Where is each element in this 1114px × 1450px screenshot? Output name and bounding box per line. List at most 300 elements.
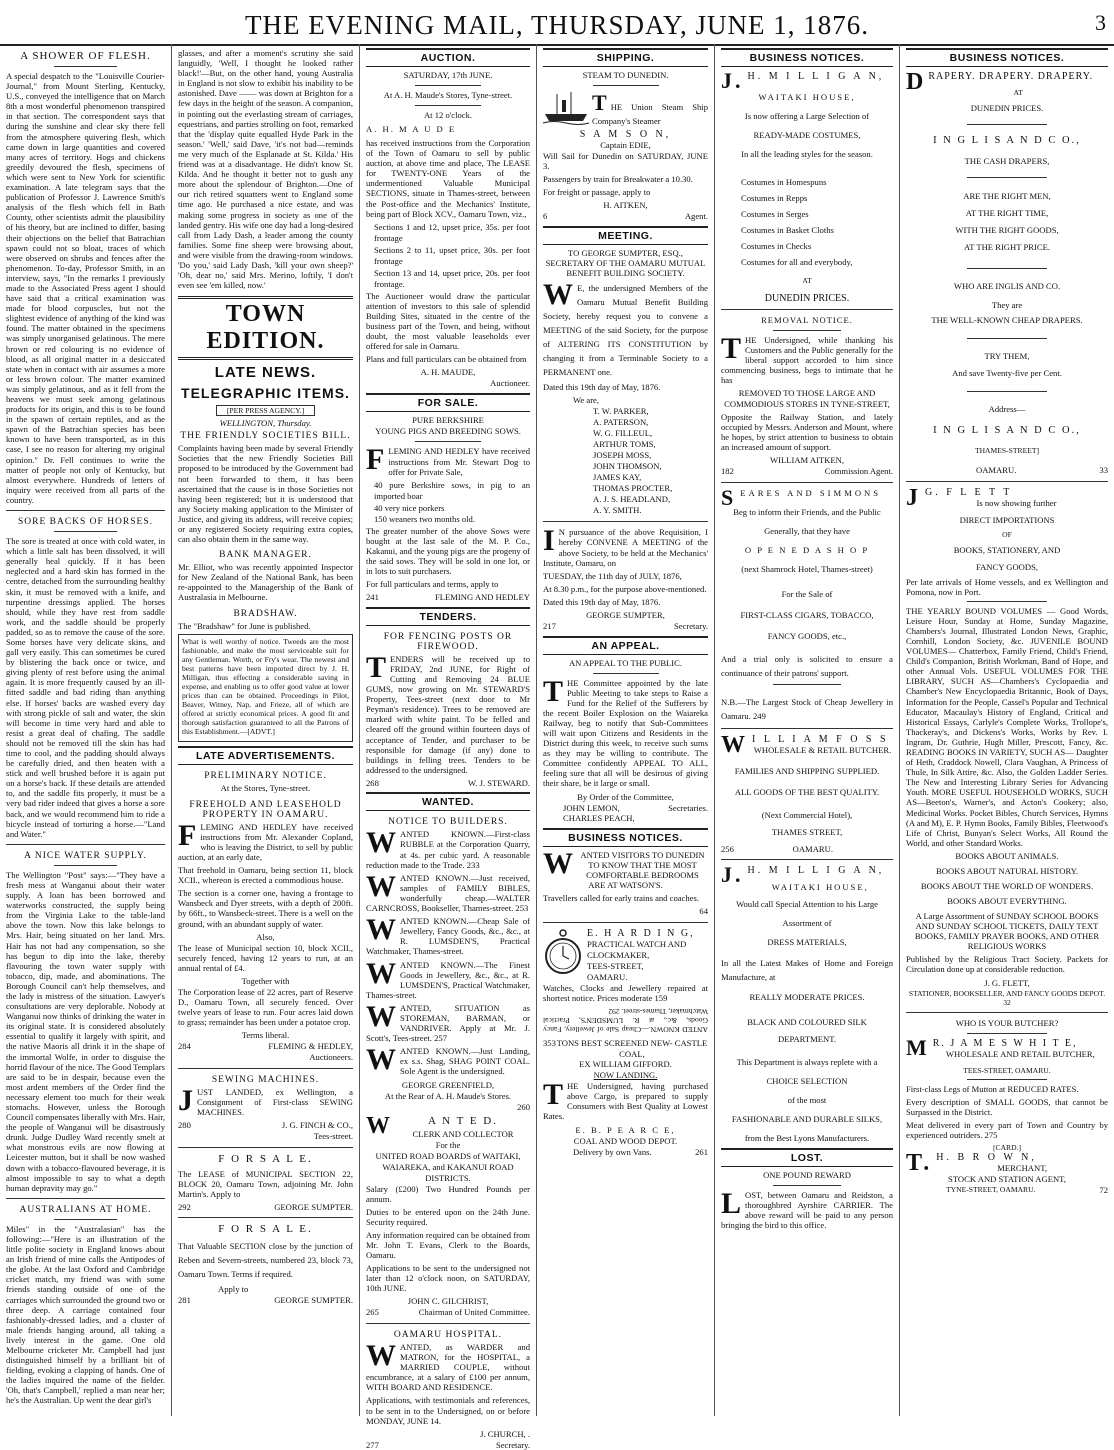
ad-number: 6 (543, 211, 548, 222)
ad-text: WHO ARE INGLIS AND CO. (953, 281, 1061, 291)
signatory: A. J. S. HEADLAND, (593, 494, 671, 505)
ad-text: DUNEDIN PRICES. (764, 293, 850, 304)
divider (773, 330, 842, 331)
ad-signer: W. J. STEWARD. (468, 777, 530, 788)
ad-text: Every description of SMALL GOODS, that cannot be Surpassed in the District. (906, 1096, 1108, 1117)
drop-cap: W (366, 999, 396, 1033)
article-title: AUSTRALIANS AT HOME. (19, 1204, 152, 1215)
ad-number: 33 (1099, 465, 1108, 475)
ad-text: LEMING AND HEDLEY have received instructions from Mr. Alexander Copland, who is leaving the District, to sell by public auction, at an early date, (178, 821, 353, 862)
list-item: Costumes in Checks (741, 241, 812, 251)
ad-subtitle: At A. H. Maude's Stores, Tyne-street. (383, 90, 513, 100)
ad-text: Also, (256, 931, 275, 942)
ad-text: of the most (787, 1095, 827, 1106)
advertiser-name: E. H A R D I N G, (587, 928, 695, 939)
ad-text: That freehold in Oamaru, being section 11, block XCII., whereon is erected a commodious house. (178, 865, 353, 886)
ad-text: Watches, Clocks and Jewellery repaired at shortest notice. Prices moderate (543, 983, 708, 1004)
ad-text: BOOKS ABOUT THE WORLD OF WONDERS. (920, 880, 1094, 891)
ad-text: FAMILIES AND SHIPPING SUPPLIED. (734, 765, 880, 776)
drop-cap: F (178, 818, 197, 852)
signatory: A. Y. SMITH. (593, 505, 642, 516)
ad-text: MERCHANT, (997, 1162, 1047, 1173)
ad-text: Passengers by train for Breakwater a 10.30. (543, 174, 693, 185)
ad-title: SEWING MACHINES. (211, 1074, 320, 1085)
ad-number: 284 (178, 1041, 191, 1052)
ad-subtitle: WAITAKI HOUSE, (771, 882, 869, 893)
ad-signer: J. G. FLETT, (984, 977, 1030, 988)
ad-number: 260 (517, 1101, 530, 1112)
drop-cap: F (366, 443, 385, 477)
ad-text: THE WELL-KNOWN CHEAP DRAPERS. (931, 315, 1083, 325)
drop-cap: W (543, 278, 573, 312)
ad-signer: J. G. FINCH & CO., (281, 1120, 353, 1131)
ad-number: 249 (752, 710, 766, 721)
divider (967, 124, 1048, 125)
ad-text: Would call Special Attention to his Large (736, 899, 878, 910)
steamship-icon (543, 90, 589, 124)
ad-text: OF (1002, 529, 1012, 539)
ad-signer: GEORGE SUMPTER. (274, 1295, 353, 1306)
drop-cap: T (366, 650, 387, 684)
ad-text: HE Undersigned, having purchased above Cargo, is prepared to supply Consumers with Best Quality at Lowest Rates. (543, 1081, 708, 1122)
drop-cap: S (721, 484, 737, 510)
advertorial-box (178, 634, 353, 742)
ad-title: OAMARU HOSPITAL. (393, 1329, 503, 1340)
section-header-meeting: MEETING. (543, 226, 708, 245)
ad-text: Applications, with testimonials and references, to be sent in to the Undersigned, on or before MONDAY, JUNE 14. (366, 1395, 530, 1426)
ad-text: THAMES-STREET] (974, 446, 1040, 455)
section-header-tenders: TENDERS. (366, 607, 530, 626)
divider (967, 1079, 1048, 1080)
article-title: SORE BACKS OF HORSES. (17, 517, 154, 528)
ad-text: READY-MADE COSTUMES, (753, 130, 861, 140)
ad-text: Dated this 19th day of May, 1876. (543, 596, 661, 607)
ad-text: AT THE RIGHT PRICE. (964, 242, 1050, 252)
ad-text: FANCY GOODS, etc., (767, 630, 847, 641)
ad-text: PRACTICAL WATCH AND (587, 939, 687, 949)
ad-text: This Department is always replete with a (736, 1057, 878, 1068)
ad-text: Per late arrivals of Home vessels, and ex Wellington and Pomona, now in Port. (906, 576, 1108, 597)
advertiser-name: G. F L E T T (925, 486, 1013, 498)
ad-signature (366, 592, 530, 603)
list-item: Section 13 and 14, upset price, 20s. per foot frontage. (374, 267, 530, 290)
ad-text: REALLY MODERATE PRICES. (749, 992, 865, 1003)
ad-text: By Order of the Committee, (577, 791, 674, 802)
column-5 (715, 44, 900, 1416)
divider (54, 531, 118, 532)
ad-text: O P E N E D A S H O P (744, 544, 870, 555)
ad-signer-title: Commission Agent. (824, 466, 893, 477)
drop-cap: W (366, 1112, 392, 1139)
article-title: A NICE WATER SUPPLY. (24, 850, 147, 861)
ad-text: ENDERS will be received up to FRIDAY, 2nd JUNE, for Right of Cutting and Removing 24 BLUE GUMS, now growing on Mr. STEWARD'S Property, Tees-street (next door to Mr Peyman's residence). Trees to be removed are marked with white paint. To be felled and cleared off the ground within fourteen days of acceptance of Tender, and purchaser to be responsible for damage (if any) done to buildings in felling trees. Tenders to be addressed to the undersigned. (366, 653, 530, 775)
signatory-list (593, 406, 708, 516)
ad-text: REMOVED TO THOSE LARGE AND COMMODIOUS STORES IN TYNE-STREET, (724, 388, 890, 409)
divider (178, 1147, 353, 1148)
advertiser-name: EARES AND SIMMONS (740, 487, 882, 498)
ad-signer: H. AITKEN, (603, 200, 648, 211)
ad-signer-title: Agent. (684, 211, 708, 222)
drop-cap: L (721, 1187, 742, 1221)
ad-text: TUESDAY, the 11th day of JULY, 1876, (543, 570, 682, 581)
ad-title: NOTICE TO BUILDERS. (388, 817, 508, 828)
ad-text: TRY THEM, (984, 351, 1030, 361)
ad-number: 257 (434, 1033, 447, 1044)
article-body: The Wellington "Post" says:—"They have a fresh mess at Wanganui about their water supply. A loan has been borrowed and waterworks constructed, the supply being from the Virginia Lake to the table-land above the town. Now this lake belongs to Mrs. Hair, being situated on her land. Mrs. Hair has not had any compensation, so she has begun to dip into the lake, thereby flavouring the town water supply with tobacco, dip, made, and abominations. The Borough Council can't help themselves, and the lady is mistress of the situation. Lawyer's consultations are very deplorable. Nobody at Wanganui now thinks of drinking the water in its original state. It is considered absolutely essential to qualify it largely with spirit, and the native Maoris all drink it in the shape of the immortal Wolfe, in order to disguise the horrid flavour of the nice. The Good Templars are said to be in despair, because even the most ardent members of the Order find the necessary element too much for their weak stomachs. However, unless the Borough Council compensates liberally with Mrs. Hair, the people of Wanganui will be disastrously drunk. Judge Dudley Ward recently smelt at what monstrous evils are now flowing at Leicester mutton, but it shall be now washed down with a tobacco-flavoured beverage, it is almost impossible to say to what a depth human depravity may go." (6, 869, 165, 1193)
ad-signature (543, 621, 708, 632)
telegram-body: Complaints having been made by several Friendly Societies that the new Friendly Societies Bill proposed to be introduced by the Government had not been forwarded to them, it has been ascertained that the cause is in those Societies not having been registered; but it is understood that any Society making application to the Minister of Justice, and giving its address, will receive copies; or any registered Society requiring extra copies, can also obtain them in the same way. (178, 443, 353, 545)
section-header-wanted: WANTED. (366, 792, 530, 811)
section-header-business-notices: BUSINESS NOTICES. (906, 48, 1108, 67)
ad-text: BOOKS ABOUT EVERYTHING. (947, 895, 1067, 906)
divider (773, 684, 842, 685)
ad-number: 268 (366, 777, 379, 788)
ad-signature (178, 1295, 353, 1306)
divider (967, 268, 1048, 269)
signatory: W. G. FILLEUL, (593, 428, 653, 439)
drop-cap: T (543, 674, 564, 708)
ad-number: 217 (543, 621, 556, 631)
ad-text: BOOKS, STATIONERY, AND (953, 544, 1061, 555)
list-item: Costumes in Repps (741, 193, 808, 203)
divider (178, 1068, 353, 1069)
ad-text: BLACK AND COLOURED SILK (747, 1017, 867, 1028)
ad-text: WITH THE RIGHT GOODS, (955, 225, 1059, 235)
ad-number: 182 (721, 466, 734, 477)
drop-cap: T (543, 1078, 564, 1112)
divider (543, 922, 708, 923)
ad-number: 275 (984, 1129, 998, 1140)
signatory: JOSEPH MOSS, (593, 450, 652, 461)
ad-text: The lease of Municipal section 10, block XCII., securely fenced, having 12 years to run, at an annual rental of £4. (178, 942, 353, 973)
ad-text: The greater number of the above Sows were bought at the last sale of the M. P. Co., Kakanui, and the young pigs are the progeny of the said sows. They will be sold in one lot, or in lots to suit purchasers. (366, 525, 530, 577)
ad-number: 256 (721, 843, 734, 854)
ad-number: 32 (1003, 997, 1011, 1007)
section-header-appeal: AN APPEAL. (543, 636, 708, 655)
ad-signature (543, 803, 708, 824)
ad-text: We are, (573, 395, 600, 406)
advertiser-name: I N G L I S A N D C O., (933, 425, 1081, 436)
ad-text: Captain EDIE, (600, 140, 651, 151)
ad-text: has received instructions from the Corporation of the Town of Oamaru to sell by public auction, at above time and place, The LEASE for TWENTY-ONE Years of the undermentioned Valuable Municipal SECTIONS, situate in Thames-street, between the Post-office and the Mechanics' Institute, being part of Block XCV., Oamaru Town, viz., (366, 138, 530, 219)
ad-number: 292 (178, 1201, 191, 1212)
divider (54, 1219, 118, 1220)
ad-text: HE Undersigned, while thanking his Customers and the Public generally for the liberal support accorded to him since commencing business, begs to intimate that he has (721, 335, 893, 386)
ad-text: Together with (241, 975, 290, 986)
ad-signature (366, 1307, 530, 1318)
ad-number: 64 (699, 906, 708, 916)
ad-text: Travellers called for early trains and coaches. (543, 892, 699, 903)
ad-signature (178, 1202, 353, 1213)
ad-signer: FLEMING & HEDLEY, (268, 1041, 353, 1052)
divider (906, 481, 1108, 482)
telegram-title: BANK MANAGER. (219, 550, 312, 561)
divider (967, 338, 1048, 339)
ad-signer: J. CHURCH, . (480, 1428, 530, 1439)
list-item: 40 pure Berkshire sows, in pig to an imported boar (374, 479, 530, 502)
ad-subtitle: YOUNG PIGS AND BREEDING SOWS. (375, 426, 521, 437)
ad-number: 233 (466, 859, 480, 870)
ad-signer: JOHN C. GILCHRIST, (407, 1296, 489, 1307)
divider (967, 391, 1048, 392)
advertiser-name: H. B R O W N, (936, 1151, 1037, 1163)
ad-text: In all the Latest Makes of Home and Foreign Manufacture, at (721, 958, 893, 983)
ad-number: 353 (543, 1038, 556, 1049)
ad-text: Duties to be entered upon on the 24th June. Security required. (366, 1206, 530, 1227)
ad-text: ANTED KNOWN.—The Finest Goods in Jewellery, &c., &c., at R. LUMSDEN'S, Practical Watchmaker, Thames-street. (366, 959, 530, 1000)
ad-signer-title: Secretary. (495, 1439, 530, 1450)
ad-signer: JOHN LEMON, (563, 802, 620, 813)
ad-subtitle: STEAM TO DUNEDIN. (582, 70, 669, 80)
ad-signature (366, 778, 530, 789)
column-2 (172, 44, 360, 1416)
ad-title: REMOVAL NOTICE. (761, 315, 853, 325)
signatory: ARTHUR TOMS, (593, 439, 656, 450)
ad-subtitle: WAITAKI HOUSE, (758, 92, 856, 102)
inverted-ad-text: ANTED KNOWN.—Cheap Sale of Jewellery, Fancy Goods, &c., at R. LUMSDEN'S, Practical Watchmaker, Thames-street. 292 (543, 1007, 708, 1035)
ad-text: Beg to inform their Friends, and the Public (733, 506, 881, 517)
ad-text: E, the undersigned Members of the Oamaru Mutual Benefit Building Society, hereby request you to convene a MEETING of the said Society, for the purpose of ALTERING ITS CONSTITUTION by changing it from a Terminable Society to a PERMANENT one. (543, 283, 708, 378)
ad-text: Opposite the Railway Station, and lately occupied by Messrs. Anderson and Mount, where he hopes, by strict attention to business to obtain an increased amount of support. (721, 411, 893, 452)
dateline: WELLINGTON, Thursday. (219, 418, 312, 429)
ad-text: Apply to (218, 1284, 249, 1295)
advertiser-name: I N G L I S A N D C O., (933, 135, 1081, 146)
ad-text: Assortment of (782, 918, 832, 929)
ad-text: AT THE RIGHT TIME, (965, 208, 1049, 218)
telegram-body: The "Bradshaw" for June is published. (178, 620, 311, 631)
drop-cap: W (366, 869, 396, 903)
ad-text: Is now offering a Large Selection of (744, 111, 870, 121)
telegraphic-heading: TELEGRAPHIC ITEMS. (181, 385, 350, 402)
ad-text: The section is a corner one, having a frontage to Wansbeck and Dyer streets, with a depth of 200ft. by 66ft., to Wansbeck-street. There is a well on the ground, with an abundant supply of water. (178, 888, 353, 929)
ad-text: For the Sale of (781, 588, 833, 599)
ad-number: 280 (178, 1120, 191, 1131)
ad-text: (Next Commercial Hotel), (761, 809, 853, 820)
ad-text: ANTED KNOWN.—Cheap Sale of Jewellery, Fancy Goods, &c., &c., at R. LUMSDEN'S, Practical Watchmaker, Thames-street. (366, 916, 530, 957)
ad-text: OAMARU. (976, 465, 1017, 475)
ad-title: F O R S A L E. (218, 1152, 313, 1165)
divider (721, 859, 893, 860)
ad-number: 281 (178, 1295, 191, 1306)
ad-subtitle: At the Stores, Tyne-street. (220, 782, 311, 793)
column-3 (360, 44, 537, 1450)
ad-text: TEES-STREET, (587, 961, 644, 971)
ad-text: Plans and full particulars can be obtained from (366, 354, 527, 365)
drop-cap: J. (721, 68, 744, 93)
divider (6, 510, 165, 511)
article-body: The sore is treated at once with cold water, in which a little salt has been dissolved, it will generally heal quickly. If it has been neglected and a hard skin has formed in the centre, detached from the surrounding healthy skin, it must be removed with a knife, and turpentine dressings applied. The horses should, while they have rest from saddle work, and the saddle should be properly padded, so as to remove the cause of the sore. Some horses have very delicate skins, and gall very easily. This can sometimes be cured by blistering the back once or twice, and giving plenty of rest before using the animal again. It is more frequently caused by an ill-fitted saddle and bad riding than anything else. If horses' backs are washed every day with strong pickle of salt and water, the skin will become in time very hard and able to resist a great deal of chafing. The saddle should not be removed till the skin has had time to cool, and the padding should always be carefully dried, and then beaten with a stick and well brushed before it is again put on a horse's back. If these details are attended to, and the saddle fits properly, it must be a very bad rider indeed that gives a horse a sore back, and we would recommend him to ride a bicycle instead of torturing a horse.—"Land and Water." (6, 536, 165, 839)
ad-text: N.B.—The Largest Stock of Cheap Jewellery in Oamaru. (721, 696, 893, 721)
section-header-business-notices: BUSINESS NOTICES. (721, 48, 893, 67)
column-6 (900, 44, 1114, 1416)
ad-title: WHO IS YOUR BUTCHER? (955, 1017, 1059, 1028)
ad-text: LEMING AND HEDLEY have received instructions from Mr. Stewart Dog to offer for Private Sale, (388, 446, 530, 477)
signatory: A. PATERSON, (593, 417, 649, 428)
list-item: Costumes in Homespuns (741, 177, 827, 187)
drop-cap: W (543, 846, 573, 880)
ad-text: And save Twenty-five per Cent. (952, 368, 1062, 378)
list-item: 150 weaners two months old. (374, 514, 475, 525)
column-1 (0, 44, 172, 1416)
ad-text: TEES-STREET, OAMARU. (963, 1065, 1051, 1075)
ad-text: CLERK AND COLLECTOR (412, 1128, 514, 1139)
ad-text: Will Sail for Dunedin on SATURDAY, JUNE 3. (543, 151, 708, 172)
divider (593, 85, 659, 86)
divider (721, 309, 893, 310)
ad-number: 253 (515, 903, 529, 914)
advertiser-name: H. M I L L I G A N, (747, 71, 885, 82)
ad-text: Terms liberal. (241, 1030, 290, 1041)
advertiser-name: A. H. M A U D E (366, 124, 457, 134)
ad-text: Generally, that they have (764, 525, 850, 536)
ad-signer-title: Chairman of United Committee. (418, 1307, 530, 1318)
ad-text: DIRECT IMPORTATIONS (959, 514, 1055, 525)
divider (6, 1198, 165, 1199)
ad-text: Salary (£200) Two Hundred Pounds per annum. (366, 1183, 530, 1204)
drop-cap: W (366, 913, 396, 947)
drop-cap: J (906, 484, 921, 511)
divider (721, 482, 893, 483)
divider (178, 1217, 353, 1218)
ad-text: The LEASE of MUNICIPAL SECTION 22, BLOCK 20, Oamaru Town, adjoining Mr. John Martin's. Apply to (178, 1168, 353, 1199)
ad-text: For full particulars and terms, apply to (366, 579, 499, 590)
ad-text: Address— (988, 404, 1026, 414)
ad-text: TYNE-STREET, OAMARU. (946, 1184, 1036, 1194)
signatory: JOHN THOMSON, (593, 461, 662, 472)
drop-cap: W (721, 731, 748, 758)
ad-heading (543, 1038, 708, 1059)
divider (6, 844, 165, 845)
ad-text: BOOKS ABOUT ANIMALS. (955, 850, 1059, 861)
advertiser-name: I L L I A M F O S S (752, 733, 889, 745)
ad-text: A Large Assortment of SUNDAY SCHOOL BOOKS AND SUNDAY SCHOOL TICKETS, DAILY TEXT BOOKS, FAMILY PRAYER BOOKS, AND OTHER RELIGIOUS WORKS (914, 910, 1100, 952)
ad-signature (366, 1440, 530, 1450)
ad-text: Is now showing further (976, 497, 1057, 508)
divider (593, 673, 659, 674)
masthead-title: THE EVENING MAIL, THURSDAY, JUNE 1, 1876. (244, 10, 869, 40)
ad-text: That Valuable SECTION close by the junction of Reben and Severn-streets, numbered 23, block 73, Oamaru Town. Terms if required. (178, 1241, 353, 1280)
ad-title: TO GEORGE SUMPTER, ESQ., SECRETARY OF THE OAMARU MUTUAL BENEFIT BUILDING SOCIETY. (545, 247, 706, 279)
divider (415, 441, 481, 442)
book-list: THE YEARLY BOUND VOLUMES — Good Words, Leisure Hour, Sunday at Home, Sunday Magazine, Chambers's Journal, Illustrated London News, Graphic, Cornhill, London Society, &c. JUVENILE BOUND VOLUMES— Chatterbox, Family Friend, Child's Friend, Child's Companion, British Workman, Band of Hope, and other Annual Vols. USEFUL VOLUMES FOR THE LIBRARY, SUCH AS—Chambers's Cyclopaedia and Chamber's New Encyclopaedia Britannic, Book of Days, Information for the People, Cassel's Popular and Technical Educator, Macaulay's History of England, Critical and Historical Essays, Carlyle's Complete Works, Trollope's, Thackeray's, and Dickens's Works, Works by Rev. I. Ingram, Dr. Guthrie, Hugh Miller, Prescott, Fancy, &c. READING BOOKS IN VARIETY, SUCH AS— Daughter of Heth, Craddock Nowell, Clara Vaughan, A Princess of Thule, In Silk Attire, &c. Also, the Golden Ladder Series. The New and Interesting Library Series for Advancing Youth. MORE USEFUL HOUSEHOLD WORKS, SUCH AS—Beeton's, Warner's, and Acton's Cookery; also, Medicinal Works. Pocket Bibles, Church Services, Hymns (A and M), E. P. Hymn Books, Family Bibles, Fleetwood's Life of Christ, Bunyan's Select Works, All Round the World, and other Standard Works. (906, 605, 1108, 848)
drop-cap: D (906, 69, 925, 95)
ad-text: ANTED VISITORS TO DUNEDIN TO KNOW THAT THE MOST COMFORTABLE BEDROOMS ARE AT WATSON'S. (580, 849, 705, 890)
ad-text: CHOICE SELECTION (766, 1076, 848, 1087)
ad-title: FOR FENCING POSTS OR FIREWOOD. (383, 631, 513, 652)
masthead (0, 0, 1114, 46)
ad-signer: GEORGE GREENFIELD, (401, 1079, 495, 1090)
late-news-heading: LATE NEWS. (214, 364, 317, 382)
ad-text: ANTED, SITUATION as STOREMAN, BARMAN, or VANDRIVER. Apply at Mr. J. Scott's, Tees-street. (366, 1002, 530, 1044)
ad-signer: FLEMING AND HEDLEY (434, 592, 530, 603)
telegram-title: THE FRIENDLY SOCIETIES BILL. (180, 431, 351, 442)
ad-signature (721, 844, 893, 855)
list-item: 40 very nice porkers (374, 502, 445, 513)
ad-signer-title: Auctioneer. (490, 378, 530, 389)
ad-text: CLOCKMAKER, (587, 950, 650, 960)
ad-title: RAPERY. DRAPERY. DRAPERY. (928, 71, 1094, 82)
ad-subtitle: EX WILLIAM GIFFORD. (579, 1059, 672, 1070)
ad-text: FANCY GOODS, (975, 561, 1039, 572)
section-header-shipping: SHIPPING. (543, 48, 708, 67)
ad-text: First-class Legs of Mutton at REDUCED RATES. (906, 1083, 1079, 1094)
advertiser-name: R. J A M E S W H I T E, (932, 1037, 1078, 1049)
divider (967, 177, 1048, 178)
ad-signer-title: Secretaries. (668, 802, 708, 813)
ad-text: from the Best Lyons Manufacturers. (744, 1133, 870, 1144)
list-item: Sections 1 and 12, upset price, 35s. per foot frontage (374, 221, 530, 244)
pocket-watch-icon (543, 928, 583, 976)
section-header-for-sale: FOR SALE. (366, 393, 530, 412)
section-header-lost: LOST. (721, 1148, 893, 1167)
ad-text: UST LANDED, ex Wellington, a Consignment of First-class SEWING MACHINES. (197, 1086, 353, 1117)
ad-text: OAMARU. (587, 972, 628, 982)
column-4 (537, 44, 715, 1416)
ad-signature (178, 1120, 353, 1131)
ship-name: S A M S O N, (579, 129, 672, 141)
ad-title: A N T E D. (427, 1114, 498, 1127)
ad-signature (543, 1147, 708, 1158)
ad-text: (next Shamrock Hotel, Thames-street) (741, 563, 873, 574)
ad-text: BOOKS ABOUT NATURAL HISTORY. (936, 865, 1078, 876)
list-item: Costumes in Basket Cloths (741, 225, 834, 235)
ad-title: F O R S A L E. (218, 1223, 313, 1236)
ad-signer-title: Tees-street. (313, 1130, 353, 1141)
ad-text: ANTED KNOWN.—Just Landing, ex s.s. Shag, SHAG POINT COAL. Sole Agent is the undersigned. (400, 1046, 530, 1077)
ad-number: 72 (1099, 1184, 1108, 1195)
ad-text: ANTED KNOWN.—Just received, samples of FAMILY BIBLES, wonderfully cheap.—WALTER CARNCROSS, Bookseller, Thames-street. (366, 872, 530, 914)
ad-text: Applications to be sent to the undersigned not later than 12 o'clock noon, on SATURDAY, 10th JUNE. (366, 1263, 530, 1294)
drop-cap: I (543, 524, 555, 558)
card-label: [CARD.] (992, 1142, 1022, 1152)
ad-text: For freight or passage, apply to (543, 187, 651, 198)
article-body: A special despatch to the "Louisville Courier-Journal," from Mount Sterling, Kentucky, U.S., conveyed the intelligence that on March 8th a most wonderful phenomenon transpired in that section. The correspondent says that during the sunshine and clear sky there fell from the atmosphere quivering flesh, which came down in large quantities and covered many acres of territory. Hogs and chickens greedily devoured the flesh, specimens of which were sent to New York for scientific examination. A late telegram says that the publication of Professor J. Lawrence Smith's analysis of the flesh which fell in Bath County, other scientists admit the plausibility of his theory, but are inclined to differ, basing their objections on the belief that Batrachian spawn could not so bloat, traces of which were observed on shrubs and fences after the phenomenon. To-day, Professor Smith, in an interview, says, "In the remarks I previously made to the Associated Press agent I should have said that a critical examination was made for blood corpuscles, but not the slightest evidence of anything of the kind was found. The matter obtained in the specimens was simply unorganised gelatinous. The mere brown or red colouring is no evidence of blood, as all original matter in a desiccated state when in contact with air assumes a more or less brown colour. The matter examined was simply gelatinous, and as it fell from the heavens we must seek among gelatinous products for its origin, and this is to be found in the spawn of certain reptiles, and as the spawn of the Batrachian species has been known to have been transported, as in this case, I see no reason for altering my original opinion." Dr. Fell continues to write the matter of people not only of Kentucky, but almost everywhere. Hundreds of letters of inquiry were received from all parts of the country. (6, 71, 165, 505)
ad-title: TONS BEST SCREENED NEW- CASTLE COAL, (556, 1038, 708, 1059)
ad-signer: CHARLES PEACH, (563, 813, 635, 824)
divider (54, 865, 118, 866)
telegram-body: Mr. Elliot, who was recently appointed Inspector for New Zealand of the National Bank, has been re-appointed to the Managership of the Bank of Australasia in Melbourne. (178, 562, 353, 603)
ad-text: Dated this 19th day of May, 1876. (543, 382, 661, 393)
signatory: JAMES KAY, (593, 472, 642, 483)
ad-text: UNITED ROAD BOARDS of WAITAKI, WAIAREKA, and KAKANUI ROAD DISTRICTS. (375, 1150, 521, 1183)
town-edition-banner: TOWN EDITION. (178, 296, 353, 360)
signatory: THOMAS PROCTER, (593, 483, 673, 494)
ad-text: The Corporation lease of 22 acres, part of Reserve D., Oamaru Town, all securely fenced. Over twelve years of lease to run. Four acres laid down to grass; remainder has been under a potatoe crop. (178, 986, 353, 1028)
ad-text: DUNEDIN PRICES. (970, 103, 1044, 113)
ad-title: FREEHOLD AND LEASEHOLD PROPERTY IN OAMARU. (189, 799, 342, 820)
ad-text: HE Union Steam Ship Company's Steamer (592, 102, 708, 126)
ad-text: FASHIONABLE AND DURABLE SILKS, (731, 1114, 883, 1125)
ad-number: 277 (366, 1439, 379, 1450)
ad-text: And a trial only is solicited to ensure a continuance of their patrons' support. (721, 653, 893, 678)
ad-signer-title: STATIONER, BOOKSELLER, AND FANCY GOODS DEPOT. (908, 988, 1106, 998)
ad-subtitle: SATURDAY, 17th JUNE. (403, 70, 493, 80)
divider (773, 1185, 842, 1186)
ad-text: ANTED, as WARDER and MATRON, for the HOSPITAL, a MARRIED COUPLE, without encumbrance, at a salary of £100 per annum, WITH BOARD AND RESIDENCE. (366, 1341, 530, 1393)
divider (543, 521, 708, 522)
ad-text: Delivery by own Vans. (573, 1146, 652, 1157)
drop-cap: W (366, 1338, 396, 1372)
divider (721, 728, 893, 729)
list-item: Costumes for all and everybody, (741, 257, 853, 267)
divider (366, 1323, 530, 1324)
ad-text: Any information required can be obtained from Mr. John T. Evans, Clerk to the Boards, Oamaru. (366, 1229, 530, 1261)
ad-text: They are (991, 300, 1023, 310)
section-header-auction: AUCTION. (366, 48, 530, 67)
drop-cap: J (178, 1083, 193, 1117)
divider (967, 601, 1048, 602)
ad-text: DEPARTMENT. (778, 1034, 836, 1045)
